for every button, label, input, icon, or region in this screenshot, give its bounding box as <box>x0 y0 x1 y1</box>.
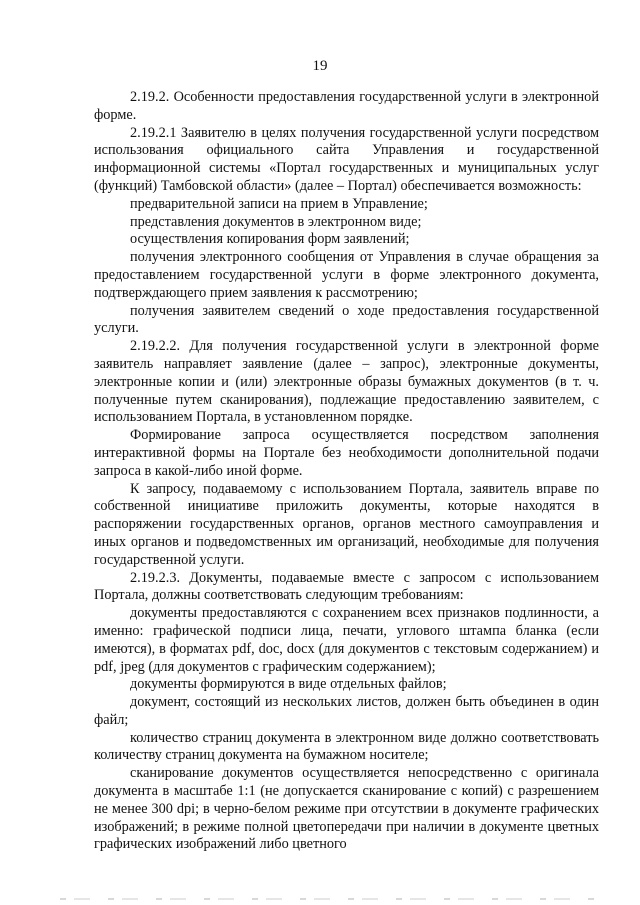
list-item-separate-files: документы формируются в виде отдельных файлов; <box>130 676 447 693</box>
scan-artifact-line <box>60 898 600 900</box>
list-item-electronic-message: получения электронного сообщения от Управления в случае обращения за предоставлением государственной услуги в форме электронного документа, подтверждающего прием заявления к рассмотрению; <box>94 249 599 301</box>
list-item-electronic-documents: представления документов в электронном виде; <box>130 213 422 230</box>
document-body <box>94 89 599 854</box>
list-item-page-count: количество страниц документа в электронном виде должно соответствовать количеству страниц документа на бумажном носителе; <box>94 729 599 764</box>
page-number: 19 <box>312 58 328 74</box>
list-item-single-file: документ, состоящий из нескольких листов, должен быть объединен в один файл; <box>94 694 599 728</box>
list-item-scanning: сканирование документов осуществляется непосредственно с оригинала документа в масштабе 1:1 (не допускается сканирование с копий) с разрешением не менее 300 dpi; в черно-белом режиме при отсутствии в документе графических изображений; в режиме полной цветопередачи при наличии в документе цветных графических изображений либо цветного <box>94 765 599 853</box>
paragraph-2-19-2-1: 2.19.2.1 Заявителю в целях получения государственной услуги посредством использования официального сайта Управления и государственной информационной системы «Портал государственных и муниципальных услуг (функций) Тамбовской области» (далее – Портал) обеспечивается возможность: <box>94 124 599 194</box>
paragraph-2-19-2: 2.19.2. Особенности предоставления государственной услуги в электронной форме. <box>94 89 599 123</box>
list-item-authenticity: документы предоставляются с сохранением всех признаков подлинности, а именно: графической подписи лица, печати, углового штампа бланка (если имеются), в форматах pdf, doc, docx (для документов с текстовым содержанием) и pdf, jpeg (для документов с графическим содержанием); <box>94 605 599 675</box>
paragraph-2-19-2-2: 2.19.2.2. Для получения государственной услуги в электронной форме заявитель направляет заявление (далее – запрос), электронные документы, электронные копии и (или) электронные образы бумажных документов (в т. ч. полученные путем сканирования), подлежащие предоставлению заявителем, с использованием Портала, в установленном порядке. <box>94 338 599 426</box>
paragraph-2-19-2-3: 2.19.2.3. Документы, подаваемые вместе с запросом с использованием Портала, должны соответствовать следующим требованиям: <box>94 569 599 604</box>
paragraph-request-forming: Формирование запроса осуществляется посредством заполнения интерактивной формы на Портале без необходимости дополнительной подачи запроса в какой-либо иной форме. <box>94 427 599 479</box>
paragraph-attachments: К запросу, подаваемому с использованием Портала, заявитель вправе по собственной инициативе приложить документы, которые находятся в распоряжении государственных органов, органов местного самоуправления и иных органов и подведомственных им организаций, необходимые для получения государственной услуги. <box>94 480 599 568</box>
list-item-appointment: предварительной записи на прием в Управление; <box>130 195 428 212</box>
list-item-status-info: получения заявителем сведений о ходе предоставления государственной услуги. <box>94 302 599 337</box>
list-item-copy-forms: осуществления копирования форм заявлений; <box>130 231 410 248</box>
